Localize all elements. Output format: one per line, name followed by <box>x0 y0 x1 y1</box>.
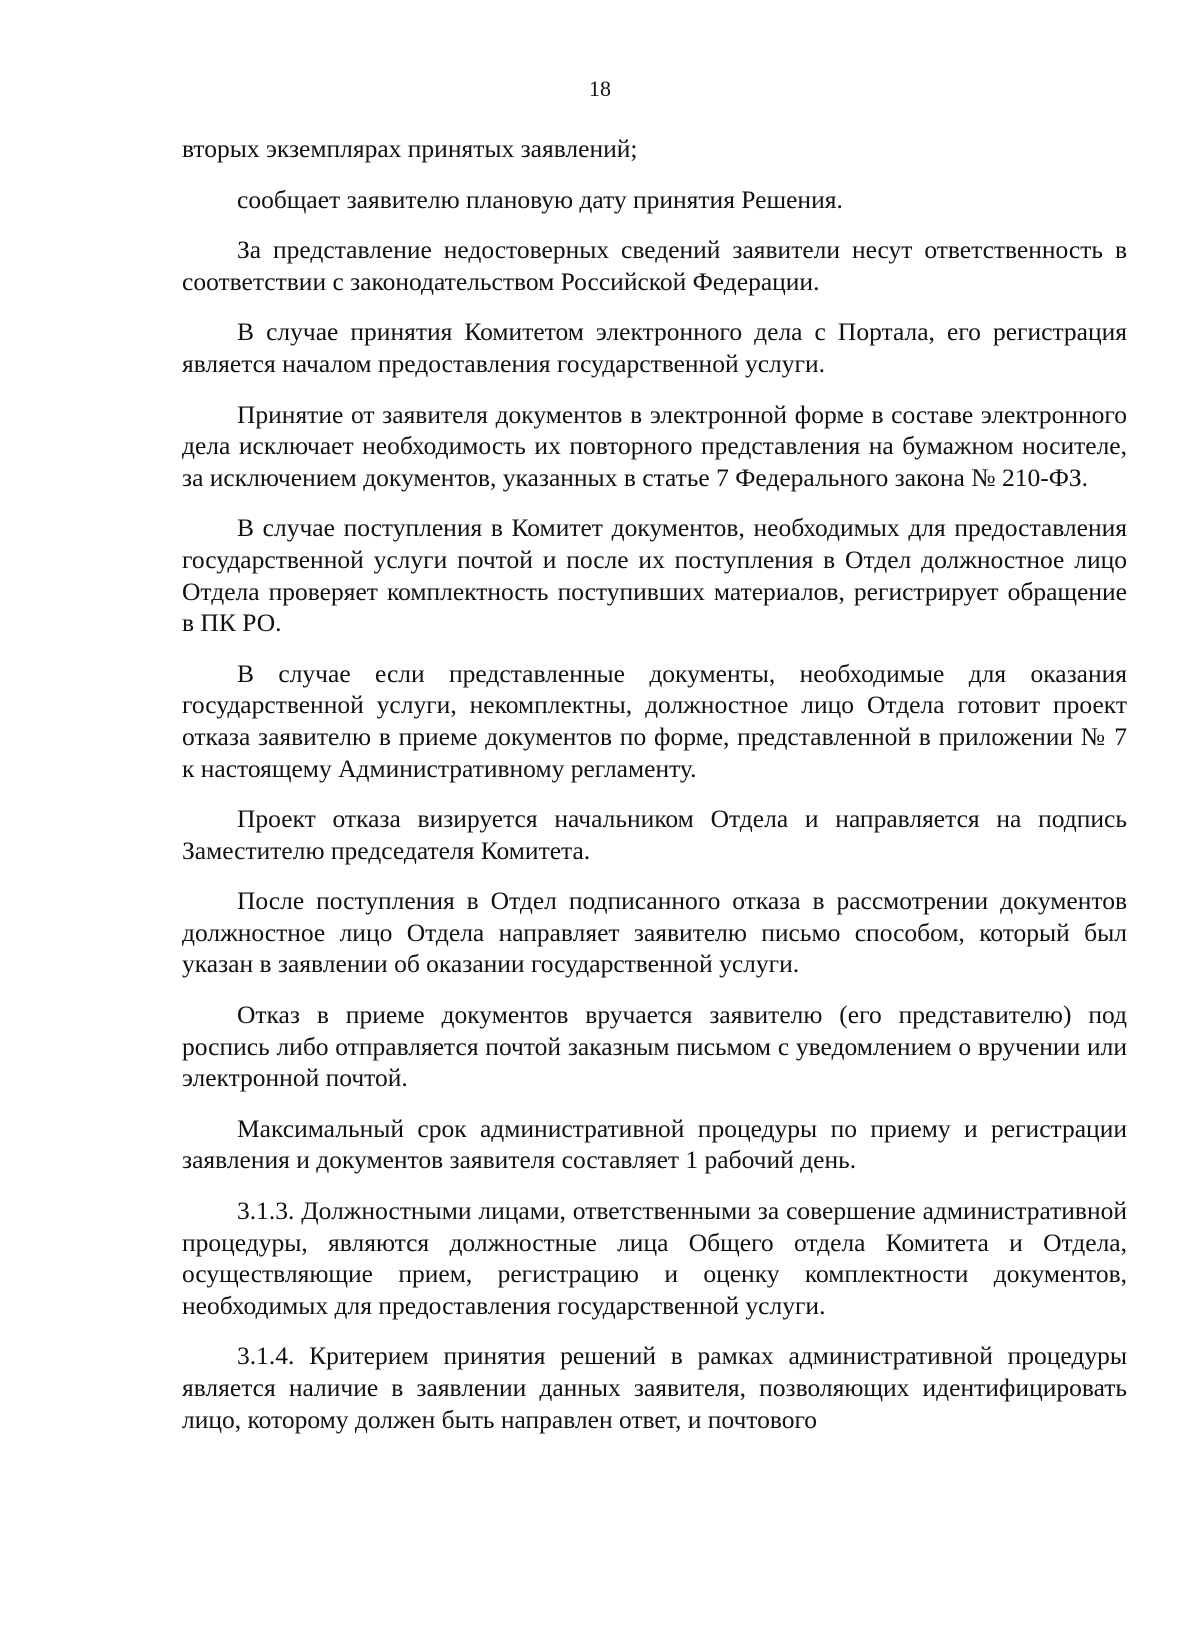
paragraph-4: В случае принятия Комитетом электронного дела с Портала, его регистрация является началом предоставления государственной услуги. <box>182 317 1127 378</box>
paragraph-1: вторых экземплярах принятых заявлений; <box>182 134 638 163</box>
paragraph-11: Максимальный срок административной процедуры по приему и регистрации заявления и документов заявителя составляет 1 рабочий день. <box>182 1113 1127 1175</box>
paragraph-7: В случае если представленные документы, необходимые для оказания государственной услуги, некомплектны, должностное лицо Отдела готовит проект отказа заявителю в приеме документов по форме, представленной в приложении № 7 к настоящему Административному регламенту. <box>182 658 1127 783</box>
document-body <box>182 133 1127 1435</box>
paragraph-3: За представление недостоверных сведений заявители несут ответственность в соответствии с законодательством Российской Федерации. <box>182 235 1127 296</box>
paragraph-5: Принятие от заявителя документов в электронной форме в составе электронного дела исключает необходимость их повторного представления на бумажном носителе, за исключением документов, указанных в статье 7 Федерального закона № 210-ФЗ. <box>182 399 1127 492</box>
page-number: 18 <box>589 76 611 101</box>
paragraph-8: Проект отказа визируется начальником Отдела и направляется на подпись Заместителю председателя Комитета. <box>182 804 1127 865</box>
paragraph-13: 3.1.4. Критерием принятия решений в рамках административной процедуры является наличие в заявлении данных заявителя, позволяющих идентифицировать лицо, которому должен быть направлен ответ, и почтового <box>182 1341 1127 1434</box>
paragraph-12: 3.1.3. Должностными лицами, ответственными за совершение административной процедуры, являются должностные лица Общего отдела Комитета и Отдела, осуществляющие прием, регистрацию и оценку комплектности документов, необходимых для предоставления государственной услуги. <box>182 1196 1127 1320</box>
paragraph-10: Отказ в приеме документов вручается заявителю (его представителю) под роспись либо отправляется почтой заказным письмом с уведомлением о вручении или электронной почтой. <box>182 1000 1127 1093</box>
paragraph-6: В случае поступления в Комитет документов, необходимых для предоставления государственной услуги почтой и после их поступления в Отдел должностное лицо Отдела проверяет комплектность поступивших материалов, регистрирует обращение в ПК РО. <box>182 513 1127 638</box>
paragraph-9: После поступления в Отдел подписанного отказа в рассмотрении документов должностное лицо Отдела направляет заявителю письмо способом, который был указан в заявлении об оказании государственной услуги. <box>182 886 1127 979</box>
paragraph-2: сообщает заявителю плановую дату принятия Решения. <box>237 184 843 214</box>
